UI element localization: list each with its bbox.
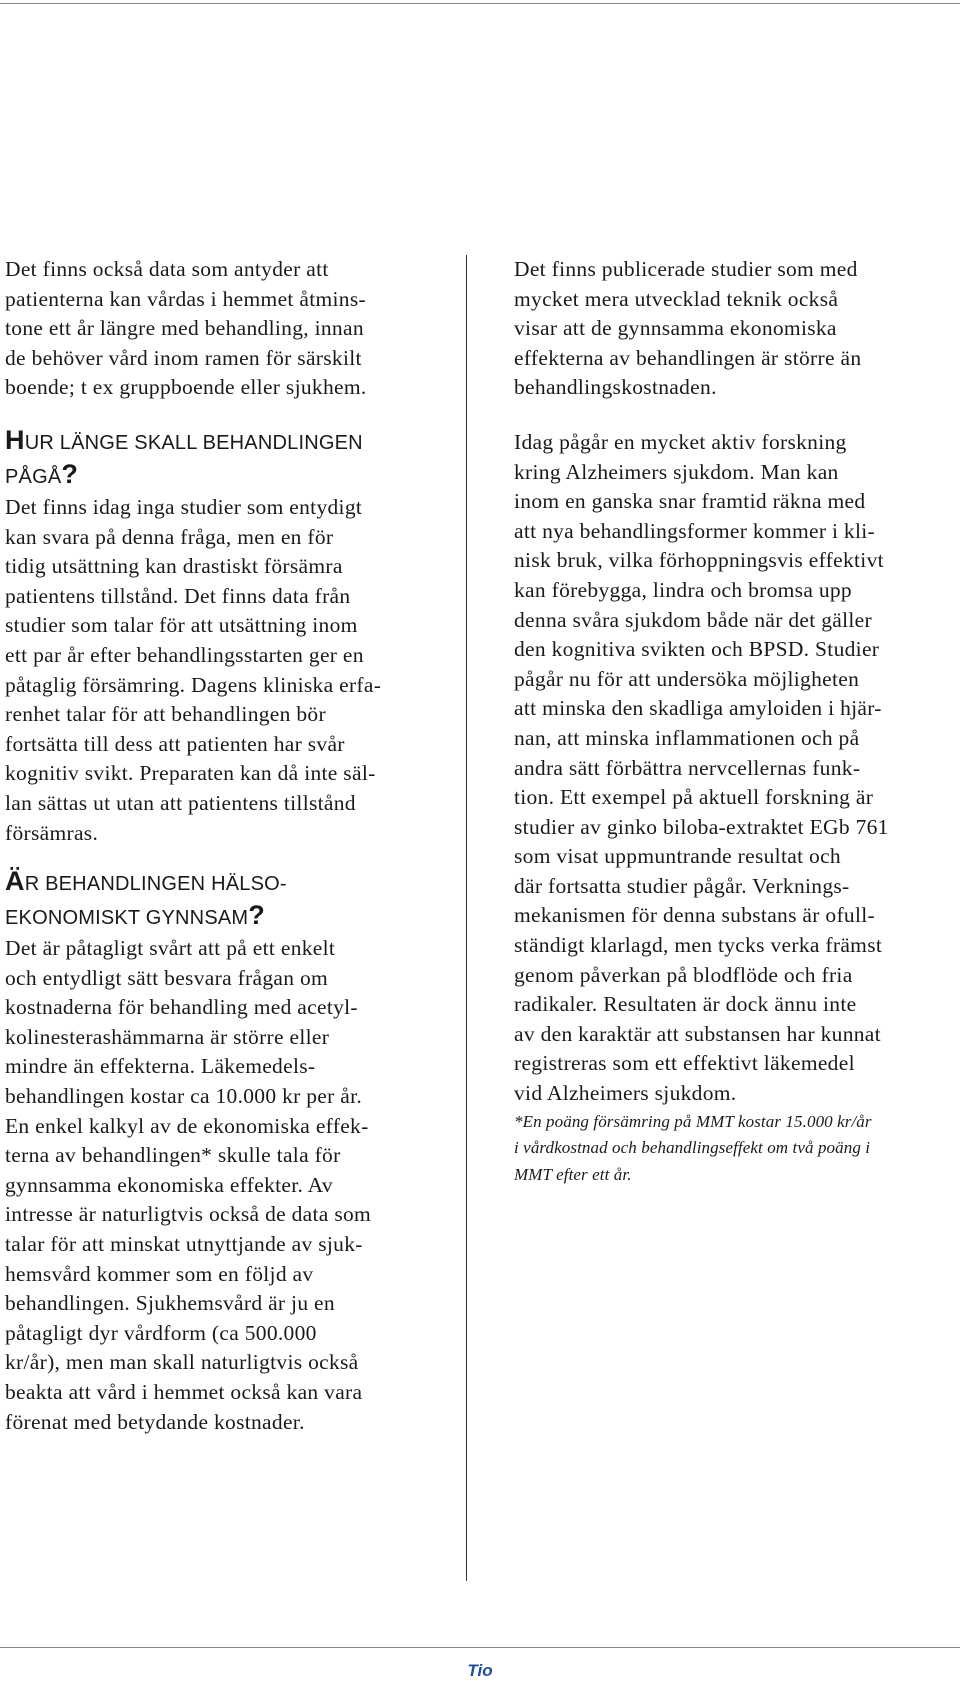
left-paragraph-1: Det finns också data som antyder att patienterna kan vårdas i hemmet åtmins- tone ett år längre med behandling, innan de behöver vård inom ramen för särskilt boende; t ex gruppboende eller sjukhem. <box>5 257 367 400</box>
top-rule <box>0 3 960 4</box>
heading-2-question-mark: ? <box>248 900 265 931</box>
left-paragraph-2: Det finns idag inga studier som entydigt kan svara på denna fråga, men en för tidig utsättning kan drastiskt försämra patientens tillstånd. Det finns data från studier som talar för att utsättning inom ett par år efter behandlingsstarten ger en påtaglig försämring. Dagens kliniska erfa- renhet talar för att behandlingen bör fortsätta till dess att patienten har svår kognitiv svikt. Preparaten kan då inte säl- lan sättas ut utan att patientens tillstånd försämras. <box>5 494 382 845</box>
section-heading-treatment-duration <box>5 425 445 493</box>
heading-1-line-2: PÅGÅ <box>5 465 62 488</box>
left-paragraph-3: Det är påtagligt svårt att på ett enkelt och entydligt sätt besvara frågan om kostnaderna för behandling med acetyl- kolinesterashämmarna är större eller mindre än effekterna. Läkemedels- behandlingen kostar ca 10.000 kr per år. En enkel kalkyl av de ekonomiska effek- terna av behandlingen* skulle tala för gynnsamma ekonomiska effekter. Av intresse är naturligtvis också de data som talar för att minskat utnyttjande av sjuk- hemsvård kommer som en följd av behandlingen. Sjukhemsvård är ju en påtagligt dyr vårdform (ca 500.000 kr/år), men man skall naturligtvis också beakta att vård i hemmet också kan vara förenat med betydande kostnader. <box>5 936 372 1434</box>
bottom-rule <box>0 1647 960 1648</box>
heading-2-line-2: EKONOMISKT GYNNSAM <box>5 907 249 930</box>
column-divider <box>466 255 467 1581</box>
left-column <box>5 255 445 1437</box>
page-number: Tio <box>467 1661 493 1680</box>
heading-2-first-letter: Ä <box>5 866 25 897</box>
heading-1-question-mark: ? <box>61 458 79 489</box>
heading-1-line-1: UR LÄNGE SKALL BEHANDLINGEN <box>24 431 363 454</box>
paragraph-gap <box>514 403 954 428</box>
right-column <box>514 255 954 1188</box>
footnote: *En poäng försämring på MMT kostar 15.000 kr/år i vårdkostnad och behandlingseffekt om två poäng i MMT efter ett år. <box>514 1111 872 1184</box>
heading-1-first-letter: H <box>5 424 25 455</box>
heading-2-line-1: R BEHANDLINGEN HÄLSO- <box>24 873 287 896</box>
section-heading-health-economics <box>5 866 445 934</box>
right-paragraph-2: Idag pågår en mycket aktiv forskning kring Alzheimers sjukdom. Man kan inom en ganska snar framtid räkna med att nya behandlingsformer kommer i kli- nisk bruk, vilka förhoppningsvis effektivt kan förebygga, lindra och bromsa upp denna svåra sjukdom både när det gäller den kognitiva svikten och BPSD. Studier pågår nu för att undersöka möjligheten att minska den skadliga amyloiden i hjär- nan, att minska inflammationen och på andra sätt förbättra nervcellernas funk- tion. Ett exempel på aktuell forskning är studier av ginko biloba-extraktet EGb 761 som visat uppmuntrande resultat och där fortsatta studier pågår. Verknings- mekanismen för denna substans är ofull- ständigt klarlagd, men tycks verka främst genom påverkan på blodflöde och fria radikaler. Resultaten är dock ännu inte av den karaktär att substansen har kunnat registreras som ett effektivt läkemedel vid Alzheimers sjukdom. <box>514 429 889 1106</box>
right-paragraph-1: Det finns publicerade studier som med mycket mera utvecklad teknik också visar att de gynnsamma ekonomiska effekterna av behandlingen är större än behandlingskostnaden. <box>514 257 862 400</box>
